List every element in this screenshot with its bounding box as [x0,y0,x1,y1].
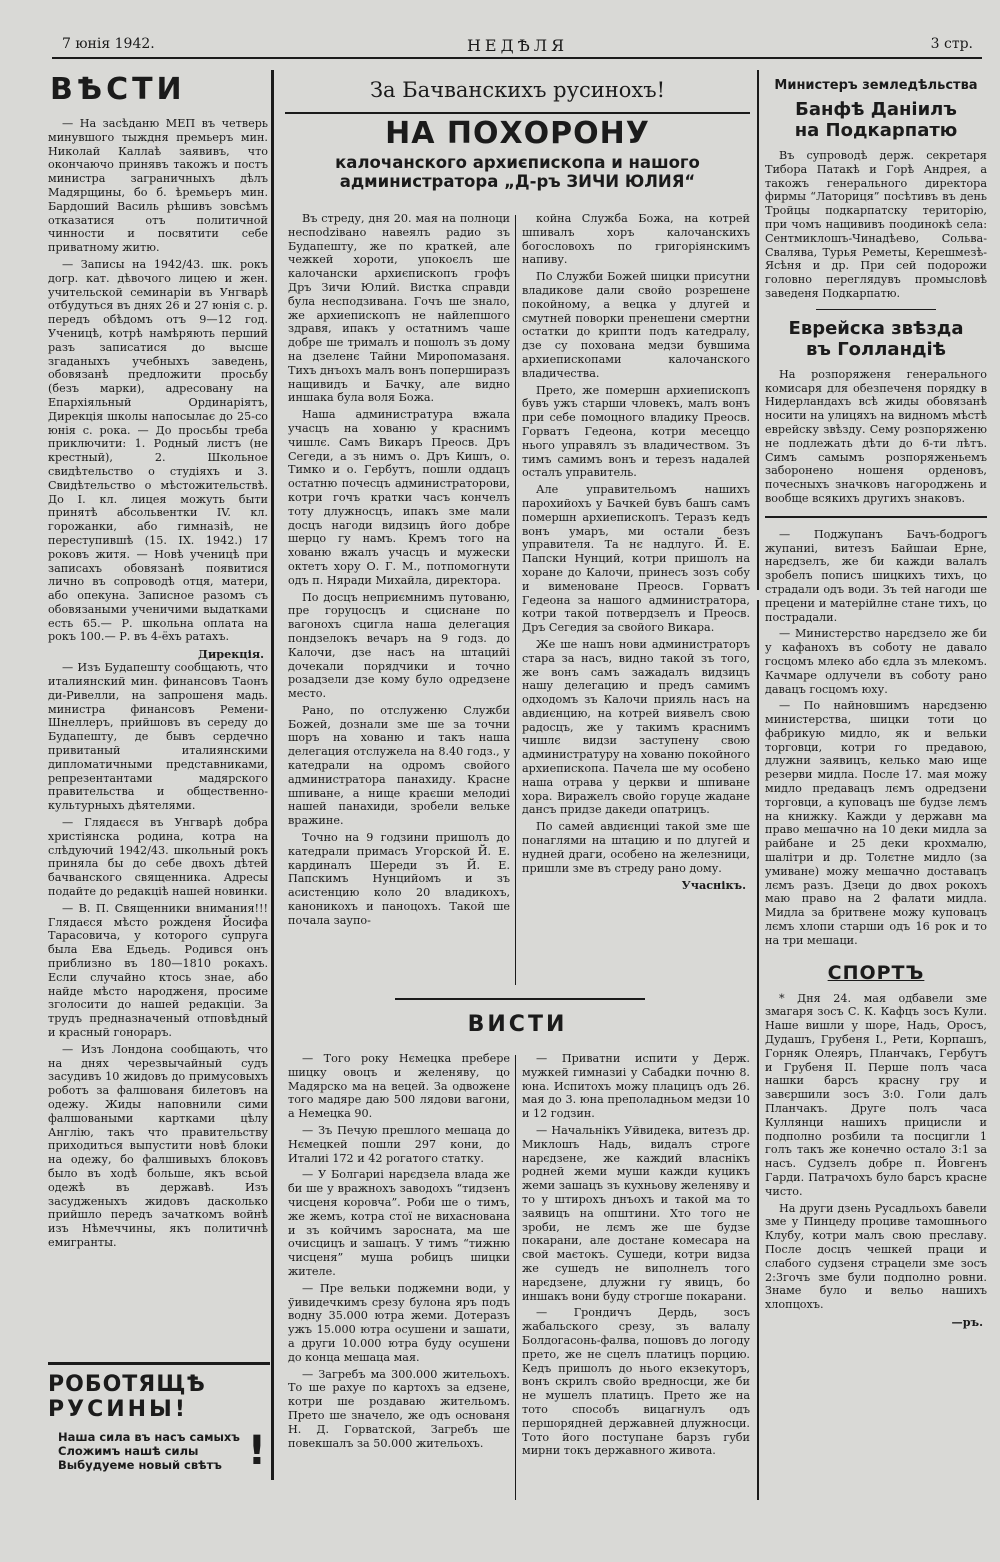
news-item: — Изъ Будапешту сообщають, что италиянский мин. финансовъ Таонъ ди-Ривелли, на запрошеня мадь. министра финансовъ Ремени-Шнеллеръ, прийшовъ въ середу до Будапешту, де бывъ сердечно привитаный италиянскими дипломатичными представниками, репрезентантами мадярского правительства и общественно-культурныхъ дѣятелями. [48,661,268,813]
column-rule-right-lower [757,600,759,1500]
article-signature: Учаснікъ. [681,878,746,893]
section-title-sport: СПОРТЪ [827,961,925,984]
signature-direkcia: Дирекція. [198,647,264,662]
news-item: — Министерство нарєдзело же би у кафанохъ въ соботу не давало госцомъ млеко або єдла зъ млекомъ. Качмаре одлучели въ соботу рано давацъ госцомъ юху. [765,627,987,696]
news-item: — Поджупанъ Бачъ-бодрогъ жупаниі, витезъ Байшаи Ерне, нарєдзелъ, же би кажди валалъ зробелъ пописъ шицкихъ тихъ, цо страдали одъ води. Зъ тей нагоди ше прецени и матерійлне стане тихъ, цо пострадали. [765,527,987,624]
kicker-rule [285,112,750,114]
article-column-1 [288,212,510,987]
news-item: — Изъ Лондона сообщають, что на днях черезвычайный судъ засудивъ 10 жидовъ до примусовыхъ роботъ за фалшованя билетовъ на одежу. Жиды наповнили сими фалшоваными картками цѣлу Англію, такъ что правительству приходиться выпустити новѣ блоки на одежу, бо фалшивыхъ блоковъ было въ ходѣ больше, якъ всьой одежѣ въ державѣ. Изъ засудженыхъ жидовъ дасколько прийшло передъ зачаткомъ войнѣ изъ Нѣмеччины, якъ политичнѣ емигранты. [48,1042,268,1249]
news-item: — Зъ Печую прешлого мешаца до Нємецкей пошли 297 кони, до Италиі 172 и 42 рогатого статку. [288,1123,510,1165]
ministry-kicker: Министеръ земледѣльства [774,78,978,93]
news-item: — По найновшимъ нарєдзеню министерства, шицки тоти цо фабрикую мидло, як и вельки торговци, котри го предавою, длужни заявицъ, келько маю ище резерви мидла. После 17. мая можу мидло предавацъ лємъ одредзени торговци, а куповацъ ше будзе лємъ на книжку. Кажди у державн ма право мешачно на 10 деки мидла за райбане и 25 деки крохмалю, шалітри и др. Толєтне мидло (за умиване) можу мешачно доставацъ лємъ разъ. Дзеци до двох рокохъ маю право на 2 фалати мидла. Мидла за бритвене можу куповацъ лємъ хлопи старши одъ 16 рок и то на три мешаци. [765,699,987,947]
article-paragraph: Але управительомъ нашихъ парохийохъ у Бачкей бувъ башъ самъ помершн архиепископъ. Теразъ кедъ вонъ умаръ, ми остали безъ управителя. Та нє надлуго. Й. Е. Папски Нунций, котри пришолъ на хоране до Калочи, принесъ зозъ собу и вименоване Преосв. Горватъ Гедеона за нашого администратора, котри такой потвердзелъ и Преосв. Дръ Сегедия за свойого Викара. [522,483,750,635]
article-paragraph: По самей авдиєнциі такой зме ше понаглями на штацию и по длугей и нудней драги, особено на железници, пришли зме въ стреду рано дому. [522,820,750,875]
article-paragraph: Наша администратура вжала учасцъ на хованю у краснимъ чишлє. Самъ Викаръ Преосв. Дръ Сегеди, а зъ нимъ о. Дръ Кишъ, о. Тимко и о. Гербутъ, пошли оддацъ остатню почесцъ администраторови, котри гочъ кратки часъ кончелъ тоту длужносцъ, ипакъ зме мали досцъ нагоди видзицъ його добре шерцо гу намъ. Кремъ того на хованю вжалъ учасцъ и мужески октетъ хору О. Г. М., потпомогнути одъ п. Няради Михайла, директора. [288,408,510,587]
headline-banfe-2: на Подкарпатю [794,120,958,141]
headline-star-2: въ Голландіѣ [806,338,946,360]
article-column-2 [522,212,750,987]
visti-column-1 [288,1052,510,1502]
column-rule-right [757,70,759,590]
news-item: — Записы на 1942/43. шк. рокъ догр. кат. дѣвочого лицею и жен. учительской семинаріи въ Унгварѣ отбудуться въ днях 26 и 27 юнія с. р. передъ обѣдомъ отъ 9—12 год. Ученицѣ, котрѣ намѣряють перший разъ записатися до высше згаданыхъ учебныхъ заведень, обовязанѣ предложити просьбу (безъ марки), адресовану на Епархіяльный Ординаріятъ, Дирекція школы напосылає до 25-со юнія с. рока. — До просьбы треба приключити: 1. Родный листъ (не крестный), 2. Школьное свидѣтельство о студіяхъ и 3. Свидѣтельство о мѣстожительствѣ. До I. кл. лицея можуть быти принятѣ абсольвентки IV. кл. горожанки, або гимназіѣ, не переступившѣ (15. IX. 1942.) 17 роковъ житя. — Новѣ ученицѣ при записахъ обовязанѣ появитися лично въ сопроводѣ отця, матери, або опекуна. Записное разомъ съ обовязаными ученичими выдатками есть 65.— Р. школьна оплата на рокъ 100.— Р. въ 4-ёхъ ратахъ. [48,257,268,644]
article-paragraph: Въ супроводѣ держ. секретаря Тибора Патакѣ и Горѣ Андрея, а такожъ генерального директора фирмы “Латориця” посѣтивъ въ день Тройцы подкарпатску територію, при чомъ нащививъ поодинокѣ села: Сентмиклошъ-Чинадѣево, Сольва-Свалява, Турья Реметы, Керешмезѣ-Ясѣня и др. При сей подорожи головно переглядувъ промысловѣ заведеня Подкарпатю. [765,149,987,300]
article-paragraph: койна Служба Божа, на котрей шпивалъ хоръ калочанскихъ богословохъ по григоріянскимъ напиву. [522,212,750,267]
article-column-rule [515,215,516,985]
sport-signature: —ръ. [951,1314,983,1329]
news-item: — Глядаєся въ Унгварѣ добра христіянска родина, котра на слѣдуючий 1942/43. школьный рокъ приняла бы до себе двохъ дѣтей бачванского священника. Адресы подайте до редакціѣ нашей новинки. [48,816,268,899]
visti-column-2 [522,1052,750,1502]
article-paragraph: Точно на 9 годзини пришолъ до катедрали примасъ Угорской Й. Е. кардиналъ Шереди зъ Й. Е. Папскимъ Нунцийомъ и зъ асистенцию коло 20 владикохъ, каноникохъ и паноцохъ. Такой ше почала заупо- [288,831,510,927]
header-rule [52,57,982,59]
section-title-vesti: ВѢСТИ [50,72,186,107]
exclamation-mark: ! [247,1428,266,1474]
slogan-line-1: РОБОТЯЩѢ [48,1372,206,1397]
visti-column-rule [515,1055,516,1500]
news-item: — Начальнікъ Уйвидека, витезъ др. Миклошъ Надь, видалъ строге нарєдзене, же каждий власнікъ родней жеми муши кажди куцикъ жеми зашацъ зъ кухньову желеняву и то у штирохъ днъохъ и такой ма то заявицъ на општини. Хто того не зроби, не лємъ же ше будзе покарани, але достане комесара на свой маєтокъ. Сушеди, котри видза же сушедъ не виполнелъ того нарєдзене, длужни гу явицъ, бо иншакъ вони буду строгше покарани. [522,1123,750,1303]
section-title-visti: ВИСТИ [467,1012,568,1037]
motto-1: Наша сила въ насъ самыхъ [58,1430,240,1444]
news-item: — Того року Нємецка пребере шицку овоцъ и желеняву, цо Мадярско ма на вецей. За одвожене того мадяре даю 500 лядови вагони, а Немецка 90. [288,1052,510,1121]
right-column [765,72,987,1512]
column-rule-left [271,70,274,1480]
motto-2: Сложимъ нашѣ силы [58,1444,199,1458]
article-paragraph: Прето, же помершн архиепископъ бувъ ужъ старши чловекъ, малъ вонъ при себе помоцного владику Преосв. Горватъ Гедеона, котри месеццо нього управялъ зъ владичеством. Зъ тимъ самимъ вонъ и терезъ надалей осталъ управитель. [522,383,750,480]
article-paragraph: По досцъ неприємнимъ путованю, пре горуцосцъ и сциснане по вагонохъ сцигла наша делегация пондзелокъ вечаръ на 9 годз. до Калочи, дзе насъ на штацийі дочекали порядчики и точно розадзели дзе кому було одредзене место. [288,590,510,701]
sport-paragraph: На други дзень Русадльохъ бавели зме у Пинцеду проциве тамошнього Клубу, котри малъ свою преславу. После досцъ чешкей праци и слабого судзеня страцели зме зосъ 2:3гочъ зме були подполно ровни. Знаме було и вельо нашихъ хлопцохъ. [765,1201,987,1312]
left-column [48,72,268,1562]
article-paragraph: Рано, по отслуженю Служби Божей, дознали зме ше за точни шоръ на хованю и такъ наша делегация отслужела на 8.40 годз., у катедрали на одромъ свойого администратора панахиду. Красне шпиване, а нище краєши мелодиі нашей панахиди, зробели вельке вражине. [288,703,510,828]
separator-rule [816,309,936,310]
article-subtitle-2: администратора „Д-ръ ЗИЧИ ЮЛИЯ“ [339,172,696,191]
page-header [50,36,985,58]
article-kicker: За Бачванскихъ русинохъ! [369,78,666,102]
newspaper-name: НЕДѢЛЯ [466,36,569,55]
article-heading [285,72,750,212]
news-item: — Приватни испити у Держ. мужкей гимназиі у Сабадки почню 8. юна. Испитохъ можу плацицъ одъ 26. мая до 3. юна преполадньом медзи 10 и 12 годзин. [522,1052,750,1121]
news-item: — У Болгариі нарєдзела влада же би ше у вражнохъ заводохъ “тидзенъ чисценя коровча”. Роби ше о тимъ, же жемъ, котра стої не вихаснована и зъ койчимъ заросната, ма ше очисцицъ и зашацъ. У тимъ “тижню чисценя” муша робицъ шицки жителе. [288,1168,510,1278]
issue-date: 7 юнія 1942. [62,36,155,52]
headline-star-1: Еврейска звѣзда [788,317,964,339]
article-paragraph: Же ше нашъ нови администраторъ стара за насъ, видно такой зъ того, же вонъ самъ зажадалъ видзицъ нашу делегацию и предъ самимъ одходомъ зъ Калочи прияль насъ на авдиєнцию, на котрей виявелъ свою радосцъ, же у такимъ краснимъ чишлє видзи заступену свою администратуру на хованю покойного архиепископа. Пачела ше му особено наша отрава у церкви и шпиване хора. Виражелъ свойо горуце жадане дансъ придзе дакеди опатрицъ. [522,637,750,817]
news-item: — Загребъ ма 300.000 жительохъ. То ше рахуе по картохъ за едзене, котри ше роздаваю жительомъ. Прето ше значело, же одъ основаня Н. Д. Горватской, Загребъ ше повекшалъ за 50.000 жительохъ. [288,1367,510,1450]
slogan-box [48,1372,270,1482]
box-rule [48,1362,270,1365]
motto-3: Выбудуеме новый свѣтъ [58,1458,222,1472]
article-title: НА ПОХОРОНУ [385,116,650,151]
vesti-rule [395,998,645,1000]
sport-paragraph: * Дня 24. мая одбавели зме змагаря зосъ С. К. Кафцъ зосъ Кули. Наше вишли у шоре, Надь, Оросъ, Дудашъ, Грубеня I., Рети, Корпашъ, Горняк Олеяръ, Планчакъ, Гербутъ и Грубеня II. Перше полъ часа нашки барсъ красну гру и завєршили зосъ 3:0. Голи далъ Планчакъ. Друге полъ часа Куллянци нашихъ прицисли и подполно розбили та посцигли 1 голъ такъ же конечно остало 3:1 за насъ. Судзелъ добре п. Йовгенъ Гарди. Патрачохъ було барсъ красне чисто. [765,991,987,1198]
article-paragraph: На розпоряженя генерального комисаря для обезпеченя порядку в Нидерландахъ всѣ жиды обовязанѣ носити на улицяхъ на видномъ мѣстѣ еврейску звѣзду. Сему розпоряженю не подлежать дѣти до 6-ти лѣтъ. Симъ самымъ розпоряженьемъ заборонено ношеня орденовъ, почесныхъ значковъ нагороджень и вообще всякихъ другихъ знаковъ. [765,367,987,505]
article-paragraph: Въ стреду, дня 20. мая на полноци неспodziвано навеялъ радио зъ Будапешту, же по краткей, але чежкей хороти, упокоєлъ ше калочански архиєпископъ грофъ Дръ Зичи Юлий. Вистка справди була несподзивана. Гочъ ше знало, же архиепископъ не найлепшого здравя, ипакъ у остатнимъ чаше добре ше трималъ и пошолъ зъ дому на дзеленє Тайни Миропомазаня. Тихъ днъохъ малъ вонъ поперширазъ нащивидъ и Бачку, але видно иншака була воля Божа. [288,212,510,405]
article-paragraph: По Служби Божей шицки присутни владикове дали свойо розрешене покойному, а вецка у длугей и смутней поворки пренешени смертни остатки до крипти подъ катедралу, дзе су похована медзи бувшима архиепископами калочанского владичества. [522,270,750,380]
news-item: — В. П. Священники внимания!!! Глядаєся мѣсто рожденя Йосифа Тарасовича, у которого супруга была Ева Едьедь. Родився онъ приблизно въ 180—1810 рокахъ. Если случайно ктось знае, або найде мѣсто народженя, просиме зголосити до нашей редакціи. За трудъ предназначеный отповѣдный и красный гонораръ. [48,901,268,1039]
article-subtitle-1: калочанского архиєпископа и нашого [335,153,700,172]
news-item: — Грондичъ Дердь, зосъ жабальского срезу, зъ валалу Болдогасонь-фалва, пошовъ до логоду прето, же не сцелъ платицъ порцию. Кедъ пришолъ до нього екзекуторъ, вонъ скрилъ свойо вредносци, же би не мушелъ платицъ. Прето же на тото способъ вицагнулъ одъ першорядней державней длужносци. Тото його поступане барзъ губи мирни токъ державного живота. [522,1306,750,1458]
headline-banfe-1: Банфѣ Даніилъ [795,99,957,120]
slogan-line-2: РУСИНЫ! [48,1397,188,1422]
section-rule [765,516,987,518]
page-number: 3 стр. [930,36,973,52]
news-item: — На засѣданю МЕП въ четверь минувшого тыждня премьеръ мин. Николай Каллаѣ заявивъ, что окончаючо принявъ такожъ и постъ министра заграничныхъ дѣлъ Мадярщины, бо б. ѣремьеръ мин. Бардоший Василь рѣшивъ зовсѣмъ отказатися отъ политичной чинности и посвятити себе приватному житю. [48,117,268,255]
news-item: — Пре вельки поджемни води, у ўивидечкимъ срезу булона яръ подъ водну 35.000 ютра жеми. Дотеразъ ужъ 15.000 ютра осушени и зашати, а други 10.000 ютра буду осушени до конца мешаца мая. [288,1281,510,1364]
